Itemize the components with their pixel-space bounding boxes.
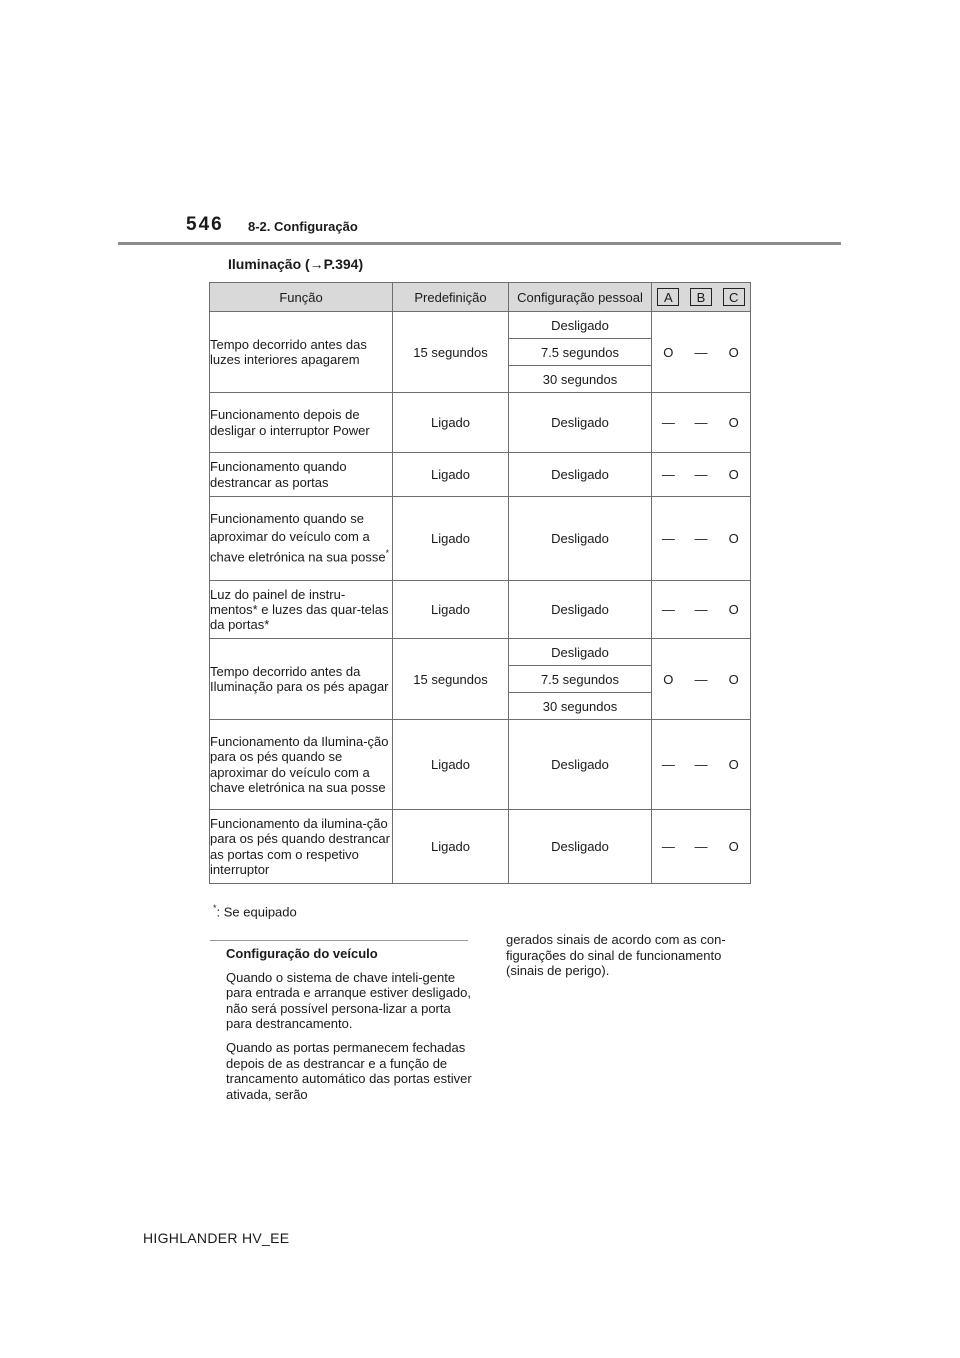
function-text: Funcionamento quando se aproximar do veículo com a chave eletrónica na sua posse: [210, 510, 386, 565]
abc-box-a: A: [657, 288, 679, 306]
info-continuation: gerados sinais de acordo com as con-figurações do sinal de funcionamento (sinais de perigo).: [506, 932, 726, 979]
abc-value-a: —: [661, 602, 675, 617]
default-cell: Ligado: [393, 720, 509, 810]
abc-value-a: —: [661, 467, 675, 482]
abc-value-b: —: [694, 467, 708, 482]
function-cell: Tempo decorrido antes da Iluminação para os pés apagar: [210, 639, 393, 720]
table-row: [210, 393, 751, 453]
abc-cell: [652, 581, 751, 639]
option-cell: Desligado: [509, 810, 652, 884]
function-cell: Funcionamento da ilumina-ção para os pés quando destrancar as portas com o respetivo interruptor: [210, 810, 393, 884]
table-row: [210, 581, 751, 639]
abc-value-c: O: [728, 671, 739, 687]
section-title: 8-2. Configuração: [248, 219, 358, 234]
page-number: 546: [186, 214, 224, 235]
abc-value-a: O: [663, 671, 674, 687]
option-cell: Desligado: [509, 393, 652, 453]
header-rule: [118, 242, 841, 245]
function-cell: Funcionamento quando destrancar as portas: [210, 453, 393, 497]
option-cell: Desligado: [509, 581, 652, 639]
option-cell: 7.5 segundos: [509, 339, 652, 366]
column-header-personal: Configuração pessoal: [509, 283, 652, 312]
default-cell: Ligado: [393, 581, 509, 639]
info-paragraph: Quando as portas permanecem fechadas depois de as destrancar e a função de trancamento automático das portas estiver ativada, serão: [226, 1039, 472, 1102]
function-cell: Funcionamento depois de desligar o interruptor Power: [210, 393, 393, 453]
default-cell: Ligado: [393, 393, 509, 453]
footnote-mark: *: [385, 548, 390, 559]
column-header-default: Predefinição: [393, 283, 509, 312]
abc-cell: [652, 312, 751, 393]
abc-value-b: —: [694, 757, 708, 772]
default-cell: Ligado: [393, 497, 509, 581]
table-header-row: [210, 283, 751, 312]
abc-value-b: —: [694, 602, 708, 617]
option-cell: 7.5 segundos: [509, 666, 652, 693]
default-cell: Ligado: [393, 810, 509, 884]
option-cell: Desligado: [509, 497, 652, 581]
abc-value-a: —: [661, 415, 675, 430]
abc-value-a: —: [661, 839, 675, 854]
abc-value-c: O: [728, 757, 739, 772]
abc-value-b: —: [694, 671, 708, 687]
option-cell: Desligado: [509, 312, 652, 339]
info-paragraph: Quando o sistema de chave inteli-gente para entrada e arranque estiver desligado, não será possível persona-lizar a porta para destrancamento.: [226, 969, 471, 1032]
abc-value-c: O: [728, 344, 739, 360]
option-cell: Desligado: [509, 639, 652, 666]
table-row: [210, 312, 751, 339]
table-heading: Iluminação (→P.394): [228, 256, 364, 272]
abc-cell: [652, 639, 751, 720]
info-box-title: Configuração do veículo: [226, 946, 378, 961]
abc-value-c: O: [728, 467, 739, 482]
abc-value-b: —: [694, 415, 708, 430]
option-cell: 30 segundos: [509, 366, 652, 393]
table-row: [210, 639, 751, 666]
table-row: [210, 810, 751, 884]
abc-cell: [652, 453, 751, 497]
info-box: [226, 946, 472, 1110]
abc-box-b: B: [690, 288, 712, 306]
abc-value-a: —: [661, 531, 675, 546]
footnote-text: : Se equipado: [216, 904, 297, 920]
abc-box-c: C: [723, 288, 745, 306]
abc-value-a: O: [663, 344, 674, 360]
abc-value-c: O: [728, 602, 739, 617]
abc-value-a: —: [661, 757, 675, 772]
option-cell: Desligado: [509, 453, 652, 497]
option-cell: 30 segundos: [509, 693, 652, 720]
abc-cell: [652, 497, 751, 581]
default-cell: 15 segundos: [393, 312, 509, 393]
column-header-function: Função: [210, 283, 393, 312]
function-cell: Funcionamento da Ilumina-ção para os pés quando se aproximar do veículo com a chave eletrónica na sua posse: [210, 720, 393, 810]
function-cell: Tempo decorrido antes das luzes interiores apagarem: [210, 312, 393, 393]
table-row: [210, 497, 751, 581]
abc-value-c: O: [728, 415, 739, 430]
abc-value-c: O: [728, 531, 739, 546]
abc-value-b: —: [694, 839, 708, 854]
settings-table: [209, 282, 751, 884]
function-cell: [210, 497, 393, 581]
footnote-mark: *: [213, 903, 217, 913]
abc-value-c: O: [728, 839, 739, 854]
table-row: [210, 453, 751, 497]
footnote: [213, 903, 297, 919]
default-cell: Ligado: [393, 453, 509, 497]
abc-cell: [652, 393, 751, 453]
footer-model: HIGHLANDER HV_EE: [143, 1230, 290, 1246]
column-header-abc: [652, 283, 751, 312]
default-cell: 15 segundos: [393, 639, 509, 720]
abc-cell: [652, 810, 751, 884]
abc-value-b: —: [694, 531, 708, 546]
info-box-rule: [210, 940, 468, 941]
function-cell: Luz do painel de instru-mentos* e luzes das quar-telas da portas*: [210, 581, 393, 639]
table-row: [210, 720, 751, 810]
abc-cell: [652, 720, 751, 810]
abc-value-b: —: [694, 344, 708, 360]
option-cell: Desligado: [509, 720, 652, 810]
